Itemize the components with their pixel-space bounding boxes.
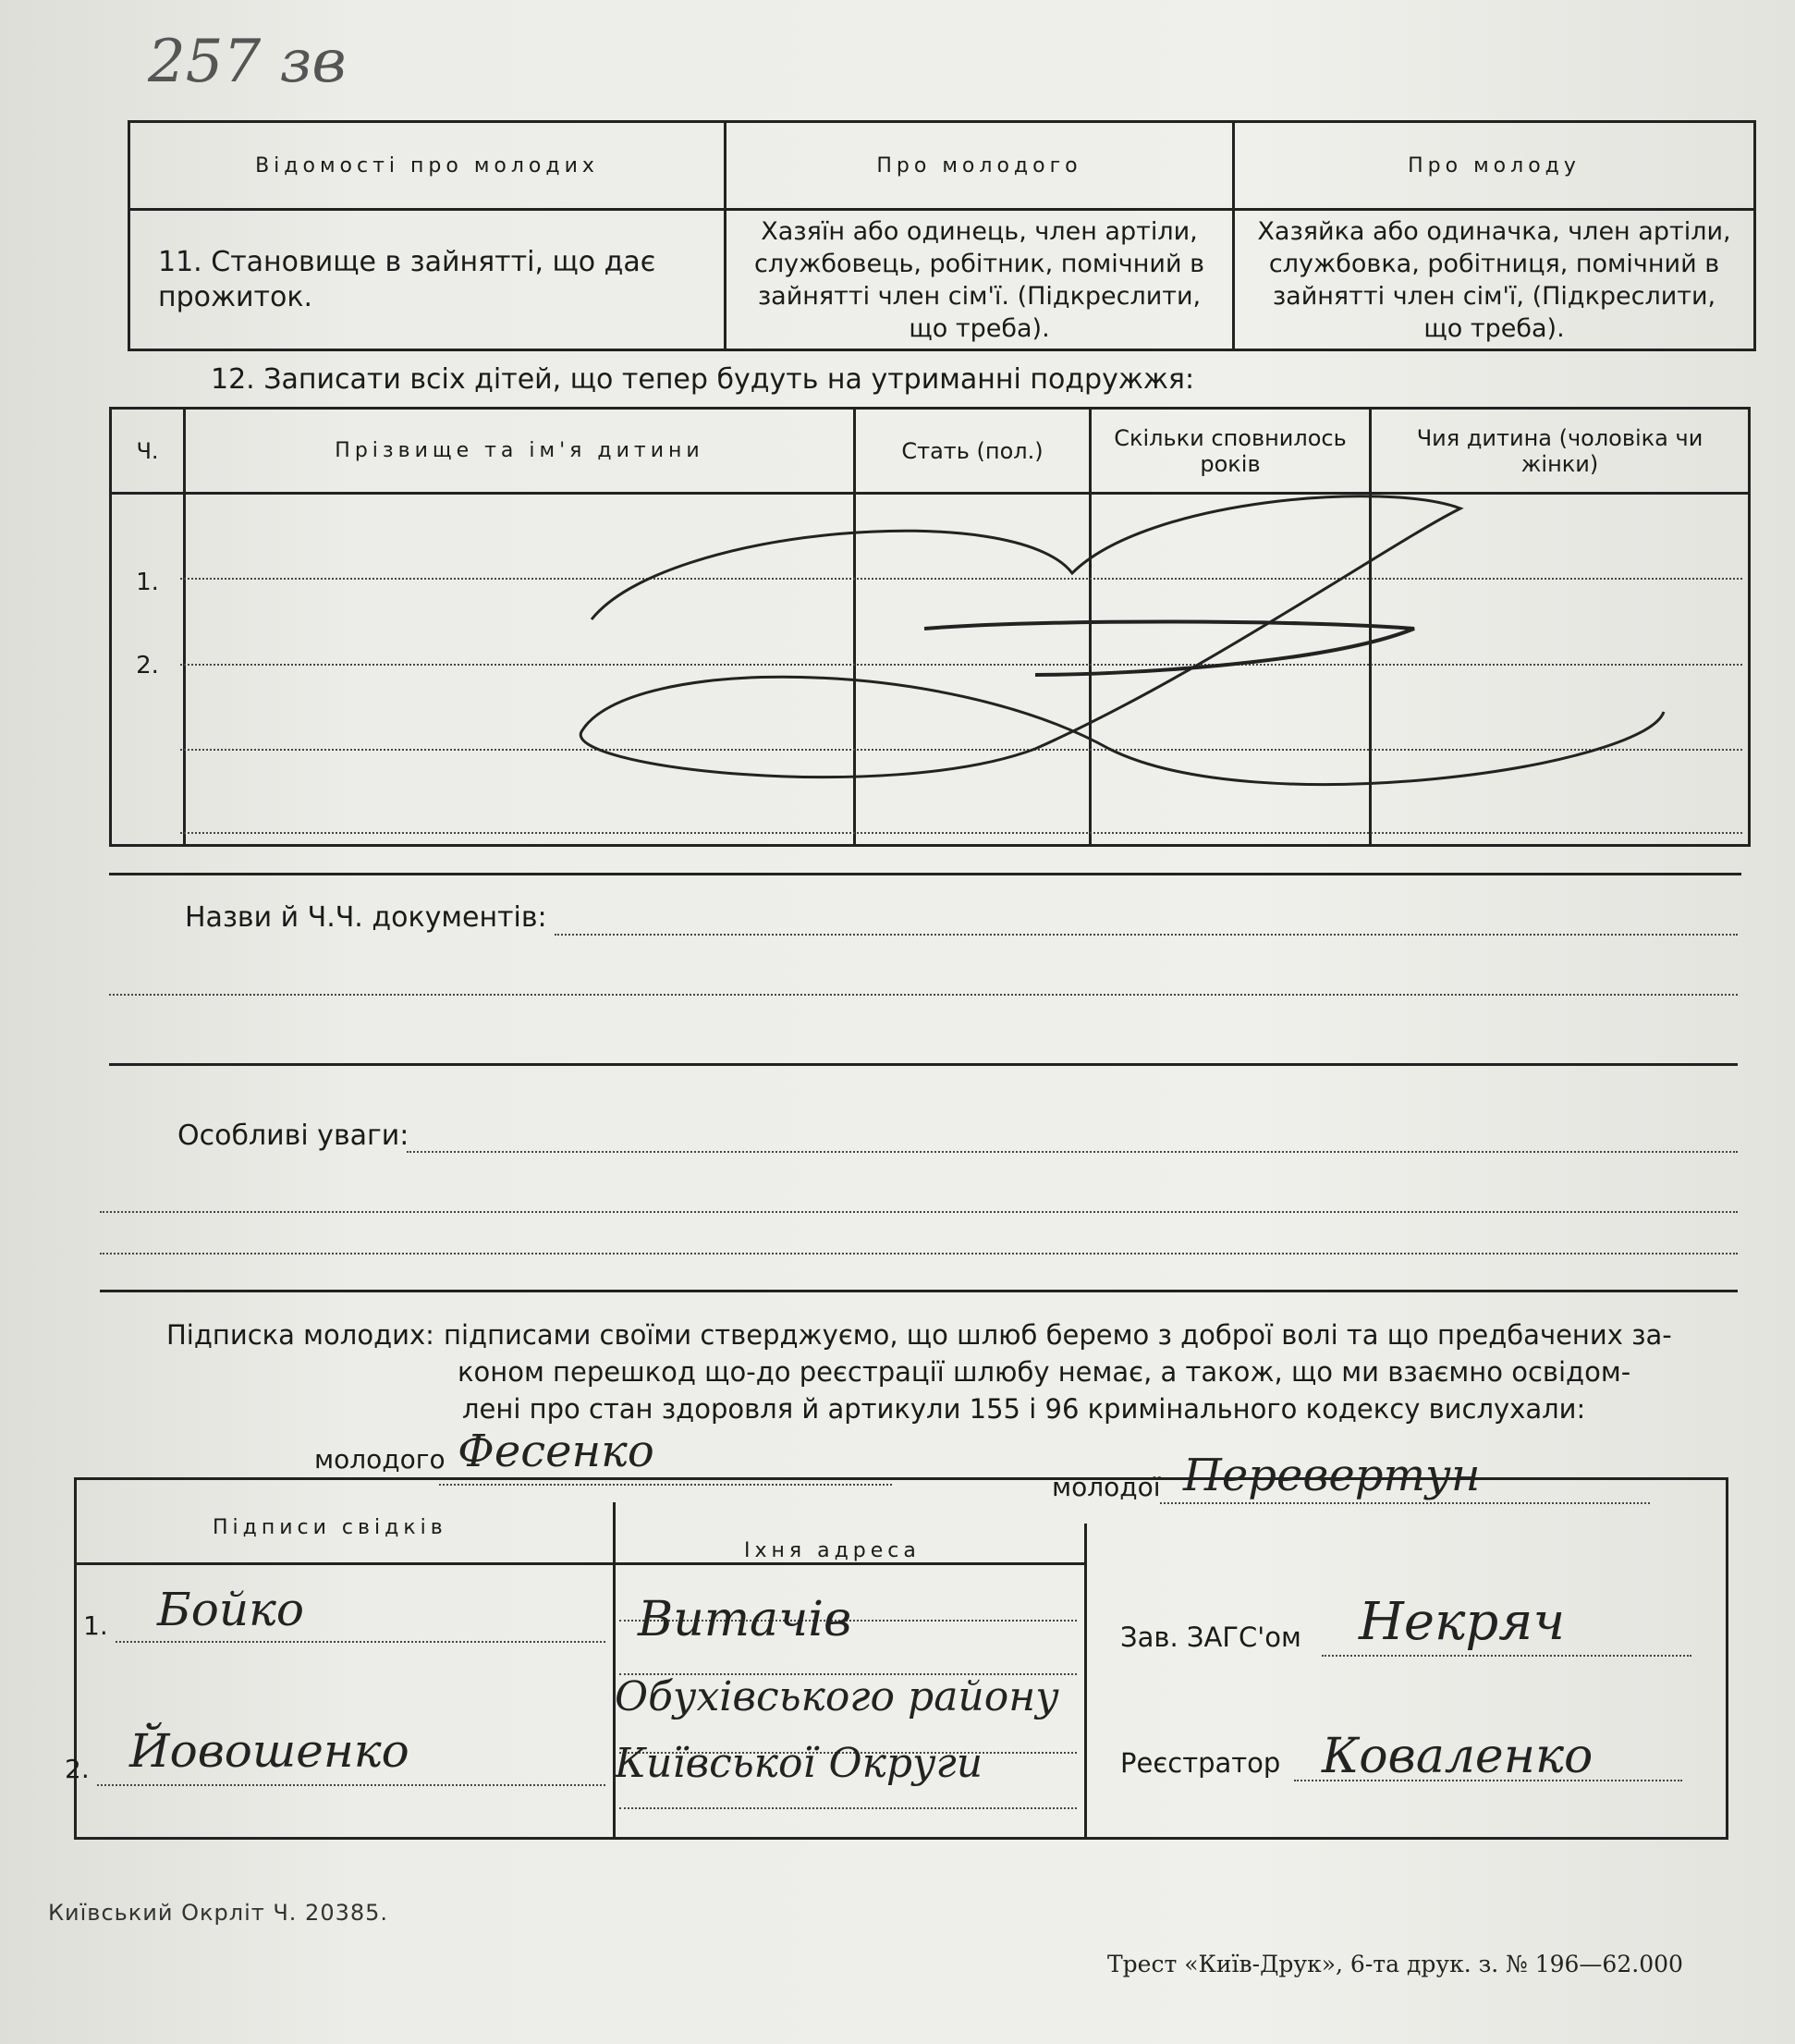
header-info: Відомості про молодих (129, 122, 726, 210)
declaration-line-3: лені про стан здоровля й артикули 155 і 96 кримінального кодексу вислухали: (462, 1393, 1586, 1425)
footer-publisher: Київський Окрліт Ч. 20385. (48, 1900, 389, 1926)
declaration-label: Підписка молодих: (166, 1319, 434, 1351)
witnesses-header-signatures: Підписи свідків (213, 1516, 447, 1539)
declaration-line-2: коном перешкод що-до реєстрації шлюбу немає, а також, що ми взаємно освідом- (458, 1356, 1631, 1388)
registrar-label: Реєстратор (1120, 1747, 1281, 1779)
groom-signature: Фесенко (458, 1426, 654, 1477)
row11-bride: Хазяйка або одиначка, член артіли, службовка, робітниця, помічний в зайнятті член сім'ї, (Підкреслити, що треба). (1234, 210, 1755, 350)
registry-head-line (1322, 1655, 1691, 1657)
children-header-name: Прізвище та ім'я дитини (185, 409, 855, 494)
witness-2-num: 2. (65, 1754, 90, 1784)
remarks-line-1 (407, 1151, 1738, 1153)
registrar-signature: Коваленко (1322, 1729, 1594, 1784)
row11-label: 11. Становище в зайнятті, що дає прожиток. (129, 210, 726, 350)
documents-label: Назви й Ч.Ч. документів: (185, 901, 547, 934)
children-rownums: 1. 2. (111, 494, 185, 846)
witness-2-line (97, 1784, 605, 1786)
children-table-bottom-rule (109, 873, 1741, 875)
footer-printer: Трест «Київ-Друк», 6-та друк. з. № 196—62.000 (1107, 1951, 1683, 1977)
witness-2-address: Обухівського району Київської Округи (615, 1673, 1059, 1787)
children-header-whose: Чия дитина (чоловіка чи жінки) (1371, 409, 1750, 494)
archive-mark: 257 зв (148, 28, 347, 96)
row11-groom: Хазяїн або одинець, член артіли, службовець, робітник, помічний в зайнятті член сім'ї. (Підкреслити, що треба). (726, 210, 1234, 350)
address-line-4 (619, 1807, 1077, 1809)
witness-1-num: 1. (83, 1610, 108, 1641)
declaration-line-1: підписами своїми стверджуємо, що шлюб беремо з доброї волі та що предбачених за- (444, 1319, 1672, 1351)
bride-sign-label: молодої (1052, 1472, 1161, 1502)
children-header-age: Скільки сповнилось років (1091, 409, 1371, 494)
bride-signature: Перевертун (1183, 1450, 1481, 1501)
remarks-rule (100, 1290, 1738, 1292)
witness-1-address: Витачів (638, 1592, 852, 1647)
children-header-sex: Стать (пол.) (855, 409, 1091, 494)
documents-rule (109, 1063, 1738, 1066)
remarks-label: Особливі уваги: (177, 1120, 409, 1152)
documents-line-1 (555, 934, 1738, 936)
applicant-info-table (128, 120, 1756, 351)
header-groom: Про молодого (726, 122, 1234, 210)
registry-head-signature: Некряч (1359, 1592, 1566, 1652)
documents-line-2 (109, 994, 1738, 996)
header-bride: Про молоду (1234, 122, 1755, 210)
witness-2-signature: Йовошенко (129, 1724, 409, 1778)
witness-1-line (116, 1641, 605, 1643)
registry-head-label: Зав. ЗАГС'ом (1120, 1622, 1301, 1653)
witness-1-signature: Бойко (157, 1583, 305, 1636)
cancellation-flourish (555, 490, 1682, 860)
groom-sign-label: молодого (314, 1444, 446, 1475)
witnesses-header-rule (74, 1562, 1086, 1565)
witnesses-header-address: Іхня адреса (744, 1539, 921, 1562)
children-title: 12. Записати всіх дітей, що тепер будуть на утриманні подружжя: (211, 363, 1195, 396)
children-header-num: Ч. (111, 409, 185, 494)
remarks-line-2 (100, 1211, 1738, 1213)
remarks-line-3 (100, 1253, 1738, 1255)
